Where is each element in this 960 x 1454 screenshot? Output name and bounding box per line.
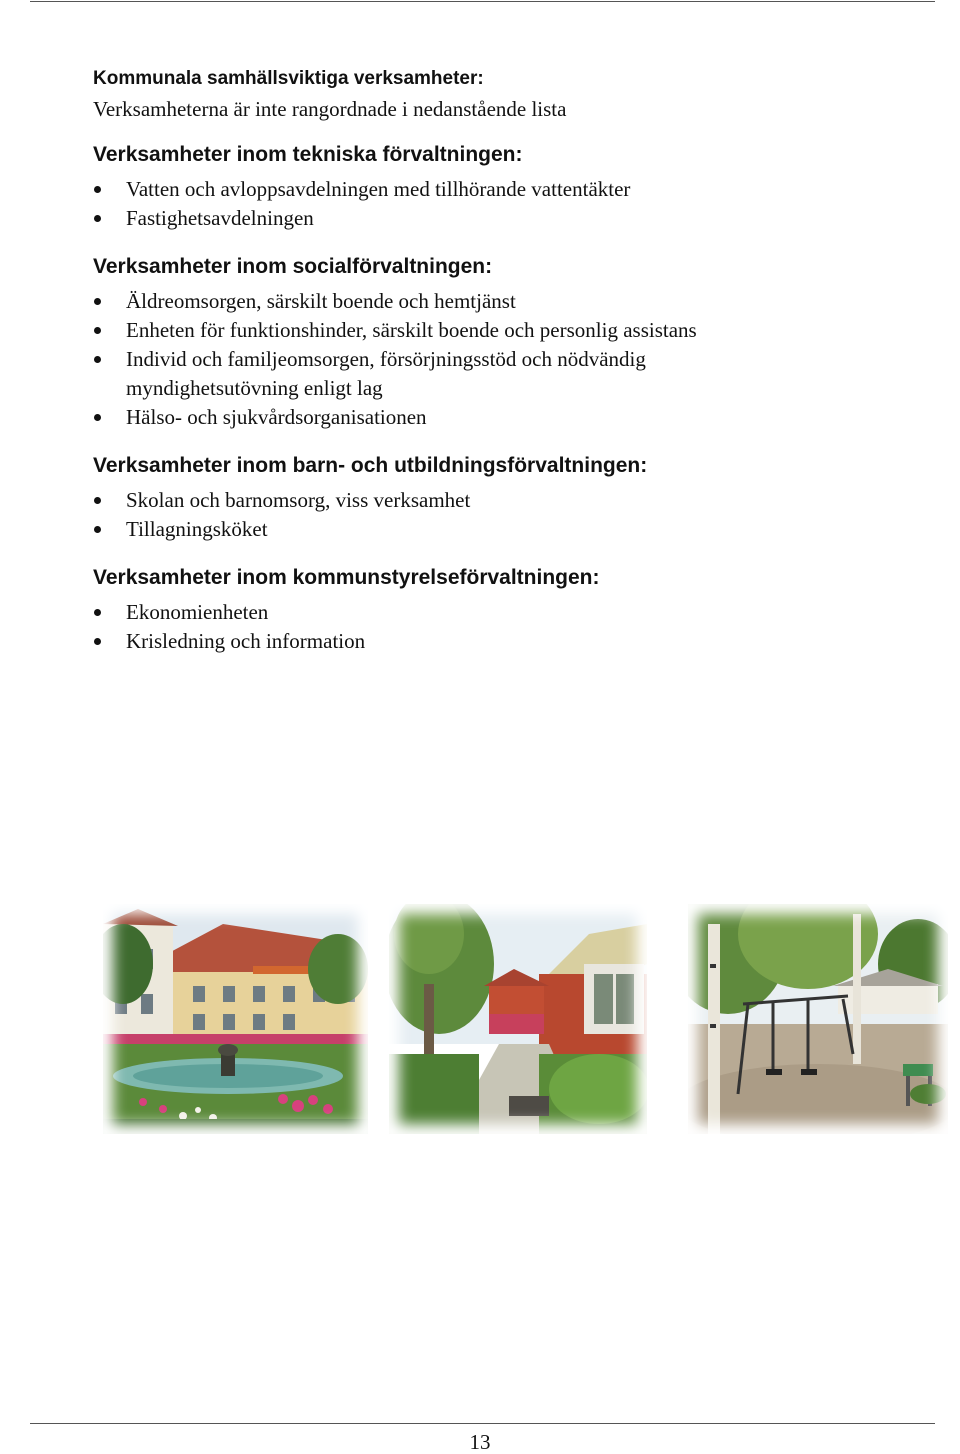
list-item [93,287,893,316]
bullet-icon [94,638,101,645]
playground-photo [688,904,948,1134]
bullet-icon [94,186,101,193]
list-item-text: Krisledning och information [126,629,366,653]
bullet-icon [94,497,101,504]
section-title: Verksamheter inom barn- och utbildningsförvaltningen: [93,454,648,477]
bullet-icon [94,327,101,334]
list-item-text: Skolan och barnomsorg, viss verksamhet [126,488,471,512]
section-title: Verksamheter inom kommunstyrelseförvaltningen: [93,566,600,589]
list-item [93,403,893,432]
bullet-list [93,175,893,233]
list-item [93,316,893,345]
list-item-text: Vatten och avloppsavdelningen med tillhörande vattentäkter [126,177,631,201]
list-item-text: Tillagningsköket [126,517,268,541]
list-item-text: Enheten för funktionshinder, särskilt boende och personlig assistans [126,318,697,342]
list-item [93,204,893,233]
list-item [93,345,893,403]
list-item [93,598,893,627]
section-kommunstyrelse [93,564,893,656]
bullet-list [93,486,893,544]
page-subheading: Verksamheterna är inte rangordnade i nedanstående lista [93,97,567,121]
list-item [93,175,893,204]
section-social [93,253,893,432]
page-heading: Kommunala samhällsviktiga verksamheter: [93,68,484,89]
section-title: Verksamheter inom socialförvaltningen: [93,255,493,278]
list-item [93,486,893,515]
bullet-icon [94,298,101,305]
document-body [93,66,893,656]
list-item [93,515,893,544]
bullet-icon [94,414,101,421]
list-item-text: Fastighetsavdelningen [126,206,314,230]
bullet-icon [94,526,101,533]
list-item [93,627,893,656]
footer-rule [30,1423,935,1424]
page-number: 13 [469,1430,491,1454]
list-item-text: Hälso- och sjukvårdsorganisationen [126,405,427,429]
bullet-icon [94,215,101,222]
bullet-icon [94,356,101,363]
bullet-list [93,287,893,432]
list-item-continuation: myndighetsutövning enligt lag [126,376,383,400]
photo-strip [103,904,948,1134]
section-tekniska [93,141,893,233]
courtyard-photo [389,904,647,1134]
list-item-text: Ekonomienheten [126,600,269,624]
list-item-text: Äldreomsorgen, särskilt boende och hemtjänst [126,289,516,313]
bullet-list [93,598,893,656]
section-barn-utbildning [93,452,893,544]
section-title: Verksamheter inom tekniska förvaltningen: [93,143,523,166]
building-fountain-photo [103,904,368,1134]
list-item-text: Individ och familjeomsorgen, försörjningsstöd och nödvändig [126,347,646,371]
top-rule [30,1,935,2]
bullet-icon [94,609,101,616]
